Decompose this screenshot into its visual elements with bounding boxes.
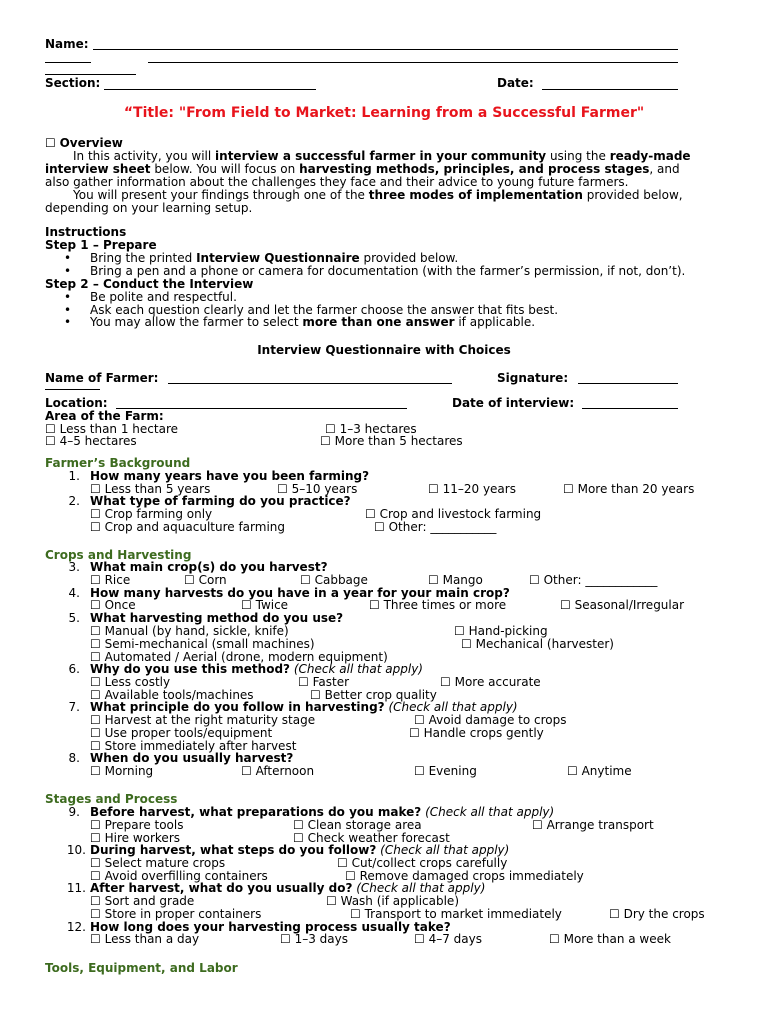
q7-option[interactable]: ☐ Handle crops gently <box>409 726 544 740</box>
checkbox-icon: ☐ <box>293 818 304 832</box>
overview-icon: ☐ <box>45 136 56 150</box>
q5-option[interactable]: ☐ Mechanical (harvester) <box>461 637 614 651</box>
q6-option[interactable]: ☐ Better crop quality <box>310 688 437 702</box>
checkbox-icon: ☐ <box>90 675 101 689</box>
q8-option[interactable]: ☐ Evening <box>414 764 477 778</box>
q12-option[interactable]: ☐ Less than a day <box>90 932 200 946</box>
instructions-heading: Instructions <box>45 225 127 239</box>
overview-line-5: depending on your learning setup. <box>45 201 253 215</box>
questionnaire-heading: Interview Questionnaire with Choices <box>257 343 511 357</box>
farmer-name-extra-line <box>45 389 100 390</box>
q4-option[interactable]: ☐ Twice <box>241 598 289 612</box>
area-label: Area of the Farm: <box>45 409 164 423</box>
q7-option[interactable]: ☐ Avoid damage to crops <box>414 713 567 727</box>
checkbox-icon: ☐ <box>560 598 571 612</box>
question-4: How many harvests do you have in a year for your main crop? <box>90 586 510 600</box>
q5-option[interactable]: ☐ Manual (by hand, sickle, knife) <box>90 624 289 638</box>
checkbox-icon: ☐ <box>90 650 101 664</box>
q9-option[interactable]: ☐ Hire workers <box>90 831 180 845</box>
question-10: During harvest, what steps do you follow? (Check all that apply) <box>90 843 510 857</box>
checkbox-icon: ☐ <box>428 573 439 587</box>
name-line-2b[interactable] <box>148 62 678 63</box>
area-option[interactable]: ☐ 1–3 hectares <box>325 422 417 436</box>
checkbox-icon: ☐ <box>280 932 291 946</box>
checkbox-icon: ☐ <box>337 856 348 870</box>
bullet: • <box>64 264 72 278</box>
question-2: What type of farming do you practice? <box>90 494 351 508</box>
q1-option[interactable]: ☐ 5–10 years <box>277 482 358 496</box>
signature-field[interactable] <box>578 383 678 384</box>
checkbox-icon: ☐ <box>90 818 101 832</box>
section-heading-background: Farmer’s Background <box>45 456 191 470</box>
checkbox-icon: ☐ <box>90 482 101 496</box>
area-option[interactable]: ☐ More than 5 hectares <box>320 434 463 448</box>
question-number: 1. <box>68 469 80 483</box>
q12-option[interactable]: ☐ More than a week <box>549 932 671 946</box>
checkbox-icon: ☐ <box>90 831 101 845</box>
q7-option[interactable]: ☐ Use proper tools/equipment <box>90 726 273 740</box>
checkbox-icon: ☐ <box>374 520 385 534</box>
q2-option[interactable]: ☐ Crop and livestock farming <box>365 507 542 521</box>
q10-option[interactable]: ☐ Cut/collect crops carefully <box>337 856 508 870</box>
checkbox-icon: ☐ <box>90 726 101 740</box>
step-1-bullet-1: Bring the printed Interview Questionnaire provided below. <box>90 251 459 265</box>
q3-option[interactable]: ☐ Rice <box>90 573 131 587</box>
q9-option[interactable]: ☐ Prepare tools <box>90 818 184 832</box>
checkbox-icon: ☐ <box>428 482 439 496</box>
checkbox-icon: ☐ <box>365 507 376 521</box>
q2-option[interactable]: ☐ Crop farming only <box>90 507 213 521</box>
checkbox-icon: ☐ <box>90 907 101 921</box>
q11-option[interactable]: ☐ Dry the crops <box>609 907 705 921</box>
q1-option[interactable]: ☐ Less than 5 years <box>90 482 211 496</box>
q9-option[interactable]: ☐ Check weather forecast <box>293 831 450 845</box>
checkbox-icon: ☐ <box>90 713 101 727</box>
section-label: Section: <box>45 76 101 90</box>
q6-option[interactable]: ☐ Less costly <box>90 675 171 689</box>
checkbox-icon: ☐ <box>300 573 311 587</box>
step-2-heading: Step 2 – Conduct the Interview <box>45 277 254 291</box>
step-2-bullet-2: Ask each question clearly and let the farmer choose the answer that fits best. <box>90 303 559 317</box>
q11-option[interactable]: ☐ Store in proper containers <box>90 907 262 921</box>
question-number: 6. <box>68 662 80 676</box>
q3-option[interactable]: ☐ Mango <box>428 573 483 587</box>
section-field[interactable] <box>104 89 316 90</box>
checkbox-icon: ☐ <box>90 520 101 534</box>
question-number: 8. <box>68 751 80 765</box>
q4-option[interactable]: ☐ Seasonal/Irregular <box>560 598 685 612</box>
q1-option[interactable]: ☐ 11–20 years <box>428 482 516 496</box>
q3-option[interactable]: ☐ Cabbage <box>300 573 368 587</box>
question-number: 5. <box>68 611 80 625</box>
q4-option[interactable]: ☐ Once <box>90 598 136 612</box>
q2-option[interactable]: ☐ Crop and aquaculture farming <box>90 520 285 534</box>
q11-option[interactable]: ☐ Wash (if applicable) <box>326 894 459 908</box>
checkbox-icon: ☐ <box>320 434 331 448</box>
checkbox-icon: ☐ <box>414 764 425 778</box>
q3-option[interactable]: ☐ Corn <box>184 573 227 587</box>
location-label: Location: <box>45 396 108 410</box>
bullet: • <box>64 303 72 317</box>
question-number: 12. <box>66 920 86 934</box>
date-interview-label: Date of interview: <box>452 396 575 410</box>
document-title: “Title: "From Field to Market: Learning from a Successful Farmer" <box>123 105 645 121</box>
step-2-bullet-3: You may allow the farmer to select more than one answer if applicable. <box>90 315 536 329</box>
q1-option[interactable]: ☐ More than 20 years <box>563 482 695 496</box>
q9-option[interactable]: ☐ Arrange transport <box>532 818 654 832</box>
checkbox-icon: ☐ <box>326 894 337 908</box>
question-7: What principle do you follow in harvesting? (Check all that apply) <box>90 700 518 714</box>
checkbox-icon: ☐ <box>414 713 425 727</box>
section-heading-crops: Crops and Harvesting <box>45 548 192 562</box>
overview-line-3: also gather information about the challenges they face and their advice to young future farmers. <box>45 175 629 189</box>
q6-option[interactable]: ☐ Faster <box>298 675 350 689</box>
q12-option[interactable]: ☐ 4–7 days <box>414 932 483 946</box>
bullet: • <box>64 315 72 329</box>
question-9: Before harvest, what preparations do you make? (Check all that apply) <box>90 805 555 819</box>
question-6: Why do you use this method? (Check all that apply) <box>90 662 423 676</box>
overview-line-2: interview sheet below. You will focus on harvesting methods, principles, and process stages, and <box>45 162 680 176</box>
section-heading-tools: Tools, Equipment, and Labor <box>45 961 238 975</box>
checkbox-icon: ☐ <box>461 637 472 651</box>
question-8: When do you usually harvest? <box>90 751 294 765</box>
area-option[interactable]: ☐ Less than 1 hectare <box>45 422 178 436</box>
checkbox-icon: ☐ <box>90 869 101 883</box>
question-12: How long does your harvesting process usually take? <box>90 920 451 934</box>
question-number: 11. <box>66 881 86 895</box>
checkbox-icon: ☐ <box>310 688 321 702</box>
checkbox-icon: ☐ <box>563 482 574 496</box>
checkbox-icon: ☐ <box>609 907 620 921</box>
checkbox-icon: ☐ <box>184 573 195 587</box>
checkbox-icon: ☐ <box>440 675 451 689</box>
name-line-2a[interactable] <box>45 62 91 63</box>
q10-option[interactable]: ☐ Remove damaged crops immediately <box>345 869 584 883</box>
checkbox-icon: ☐ <box>414 932 425 946</box>
question-number: 3. <box>68 560 80 574</box>
checkbox-icon: ☐ <box>567 764 578 778</box>
checkbox-icon: ☐ <box>241 598 252 612</box>
checkbox-icon: ☐ <box>454 624 465 638</box>
checkbox-icon: ☐ <box>90 598 101 612</box>
question-1: How many years have you been farming? <box>90 469 370 483</box>
q11-option[interactable]: ☐ Sort and grade <box>90 894 195 908</box>
q7-option[interactable]: ☐ Store immediately after harvest <box>90 739 297 753</box>
q3-option[interactable]: ☐ Other: ____________ <box>529 573 658 587</box>
checkbox-icon: ☐ <box>277 482 288 496</box>
q4-option[interactable]: ☐ Three times or more <box>369 598 507 612</box>
checkbox-icon: ☐ <box>45 434 56 448</box>
q8-option[interactable]: ☐ Anytime <box>567 764 632 778</box>
q6-option[interactable]: ☐ Available tools/machines <box>90 688 254 702</box>
section-heading-stages: Stages and Process <box>45 792 178 806</box>
checkbox-icon: ☐ <box>298 675 309 689</box>
checkbox-icon: ☐ <box>369 598 380 612</box>
q10-option[interactable]: ☐ Avoid overfilling containers <box>90 869 268 883</box>
name-line-3[interactable] <box>45 74 136 75</box>
step-2-bullet-1: Be polite and respectful. <box>90 290 237 304</box>
checkbox-icon: ☐ <box>532 818 543 832</box>
farmer-name-label: Name of Farmer: <box>45 371 159 385</box>
question-number: 4. <box>68 586 80 600</box>
date-label: Date: <box>497 76 534 90</box>
q7-option[interactable]: ☐ Harvest at the right maturity stage <box>90 713 316 727</box>
checkbox-icon: ☐ <box>345 869 356 883</box>
question-3: What main crop(s) do you harvest? <box>90 560 328 574</box>
checkbox-icon: ☐ <box>350 907 361 921</box>
q12-option[interactable]: ☐ 1–3 days <box>280 932 349 946</box>
checkbox-icon: ☐ <box>90 856 101 870</box>
checkbox-icon: ☐ <box>409 726 420 740</box>
name-line[interactable] <box>93 49 678 50</box>
question-number: 9. <box>68 805 80 819</box>
checkbox-icon: ☐ <box>45 422 56 436</box>
checkbox-icon: ☐ <box>90 637 101 651</box>
q8-option[interactable]: ☐ Morning <box>90 764 154 778</box>
q2-option[interactable]: ☐ Other: ___________ <box>374 520 497 534</box>
farmer-name-field[interactable] <box>168 383 452 384</box>
checkbox-icon: ☐ <box>529 573 540 587</box>
q9-option[interactable]: ☐ Clean storage area <box>293 818 422 832</box>
overview-line-4: You will present your findings through one of the three modes of implementation provided below, <box>73 188 683 202</box>
checkbox-icon: ☐ <box>90 507 101 521</box>
overview-heading: ☐ Overview <box>45 136 123 150</box>
checkbox-icon: ☐ <box>90 624 101 638</box>
question-number: 7. <box>68 700 80 714</box>
step-1-heading: Step 1 – Prepare <box>45 238 157 252</box>
checkbox-icon: ☐ <box>90 688 101 702</box>
step-1-bullet-2: Bring a pen and a phone or camera for documentation (with the farmer’s permission, if not, don’t). <box>90 264 686 278</box>
question-number: 2. <box>68 494 80 508</box>
q5-option[interactable]: ☐ Automated / Aerial (drone, modern equipment) <box>90 650 388 664</box>
bullet: • <box>64 251 72 265</box>
q10-option[interactable]: ☐ Select mature crops <box>90 856 226 870</box>
checkbox-icon: ☐ <box>90 932 101 946</box>
q5-option[interactable]: ☐ Semi-mechanical (small machines) <box>90 637 315 651</box>
checkbox-icon: ☐ <box>90 573 101 587</box>
q11-option[interactable]: ☐ Transport to market immediately <box>350 907 562 921</box>
checkbox-icon: ☐ <box>90 894 101 908</box>
name-label: Name: <box>45 37 89 51</box>
checkbox-icon: ☐ <box>325 422 336 436</box>
checkbox-icon: ☐ <box>241 764 252 778</box>
checkbox-icon: ☐ <box>549 932 560 946</box>
checkbox-icon: ☐ <box>293 831 304 845</box>
checkbox-icon: ☐ <box>90 764 101 778</box>
date-interview-field[interactable] <box>582 408 678 409</box>
q6-option[interactable]: ☐ More accurate <box>440 675 541 689</box>
overview-line-1: In this activity, you will interview a successful farmer in your community using the ready-made <box>73 149 691 163</box>
signature-label: Signature: <box>497 371 569 385</box>
checkbox-icon: ☐ <box>90 739 101 753</box>
date-field[interactable] <box>542 89 678 90</box>
question-number: 10. <box>66 843 86 857</box>
area-option[interactable]: ☐ 4–5 hectares <box>45 434 137 448</box>
q5-option[interactable]: ☐ Hand-picking <box>454 624 548 638</box>
question-11: After harvest, what do you usually do? (Check all that apply) <box>90 881 486 895</box>
q8-option[interactable]: ☐ Afternoon <box>241 764 315 778</box>
bullet: • <box>64 290 72 304</box>
question-5: What harvesting method do you use? <box>90 611 344 625</box>
